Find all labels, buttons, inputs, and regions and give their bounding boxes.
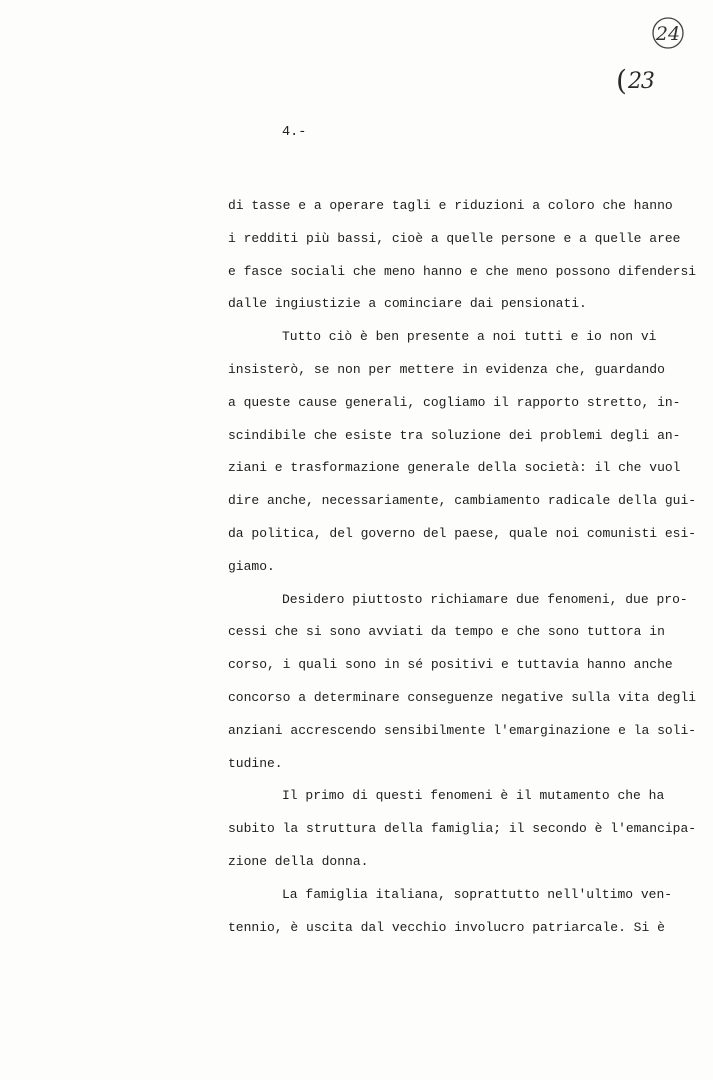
text-line: anziani accrescendo sensibilmente l'emarginazione e la soli-: [228, 722, 697, 738]
text-line: ziani e trasformazione generale della società: il che vuol: [228, 460, 681, 476]
text-line: a queste cause generali, cogliamo il rapporto stretto, in-: [228, 394, 681, 410]
folio-mark: (23: [616, 64, 654, 97]
text-line: tudine.: [228, 755, 283, 771]
text-line: tennio, è uscita dal vecchio involucro patriarcale. Si è: [228, 919, 665, 935]
text-line: i redditi più bassi, cioè a quelle persone e a quelle aree: [228, 230, 681, 246]
text-line: corso, i quali sono in sé positivi e tuttavia hanno anche: [228, 657, 673, 673]
text-line: dalle ingiustizie a cominciare dai pensionati.: [228, 296, 587, 312]
text-line: e fasce sociali che meno hanno e che meno possono difendersi: [228, 263, 697, 279]
text-line: Desidero piuttosto richiamare due fenomeni, due pro-: [282, 591, 688, 607]
text-line: La famiglia italiana, soprattutto nell'ultimo ven-: [282, 886, 673, 902]
text-line: insisterò, se non per mettere in evidenza che, guardando: [228, 361, 665, 377]
folio-number: 23: [627, 69, 654, 94]
text-line: concorso a determinare conseguenze negative sulla vita degli: [228, 689, 697, 705]
stamp-number: 24: [655, 23, 681, 45]
text-line: scindibile che esiste tra soluzione dei problemi degli an-: [228, 427, 681, 443]
text-line: di tasse e a operare tagli e riduzioni a coloro che hanno: [228, 198, 673, 213]
text-line: giamo.: [228, 558, 275, 574]
page-number: 4.-: [282, 125, 307, 140]
body-text: [228, 190, 697, 944]
text-line: cessi che si sono avviati da tempo e che sono tuttora in: [228, 624, 665, 640]
text-line: Tutto ciò è ben presente a noi tutti e io non vi: [282, 329, 657, 345]
text-line: dire anche, necessariamente, cambiamento radicale della gui-: [228, 493, 697, 509]
archive-stamp-icon: [650, 15, 686, 51]
text-line: zione della donna.: [228, 853, 369, 869]
text-line: da politica, del governo del paese, quale noi comunisti esi-: [228, 525, 697, 541]
text-line: Il primo di questi fenomeni è il mutamento che ha: [282, 788, 665, 804]
text-line: subito la struttura della famiglia; il secondo è l'emancipa-: [228, 821, 697, 837]
